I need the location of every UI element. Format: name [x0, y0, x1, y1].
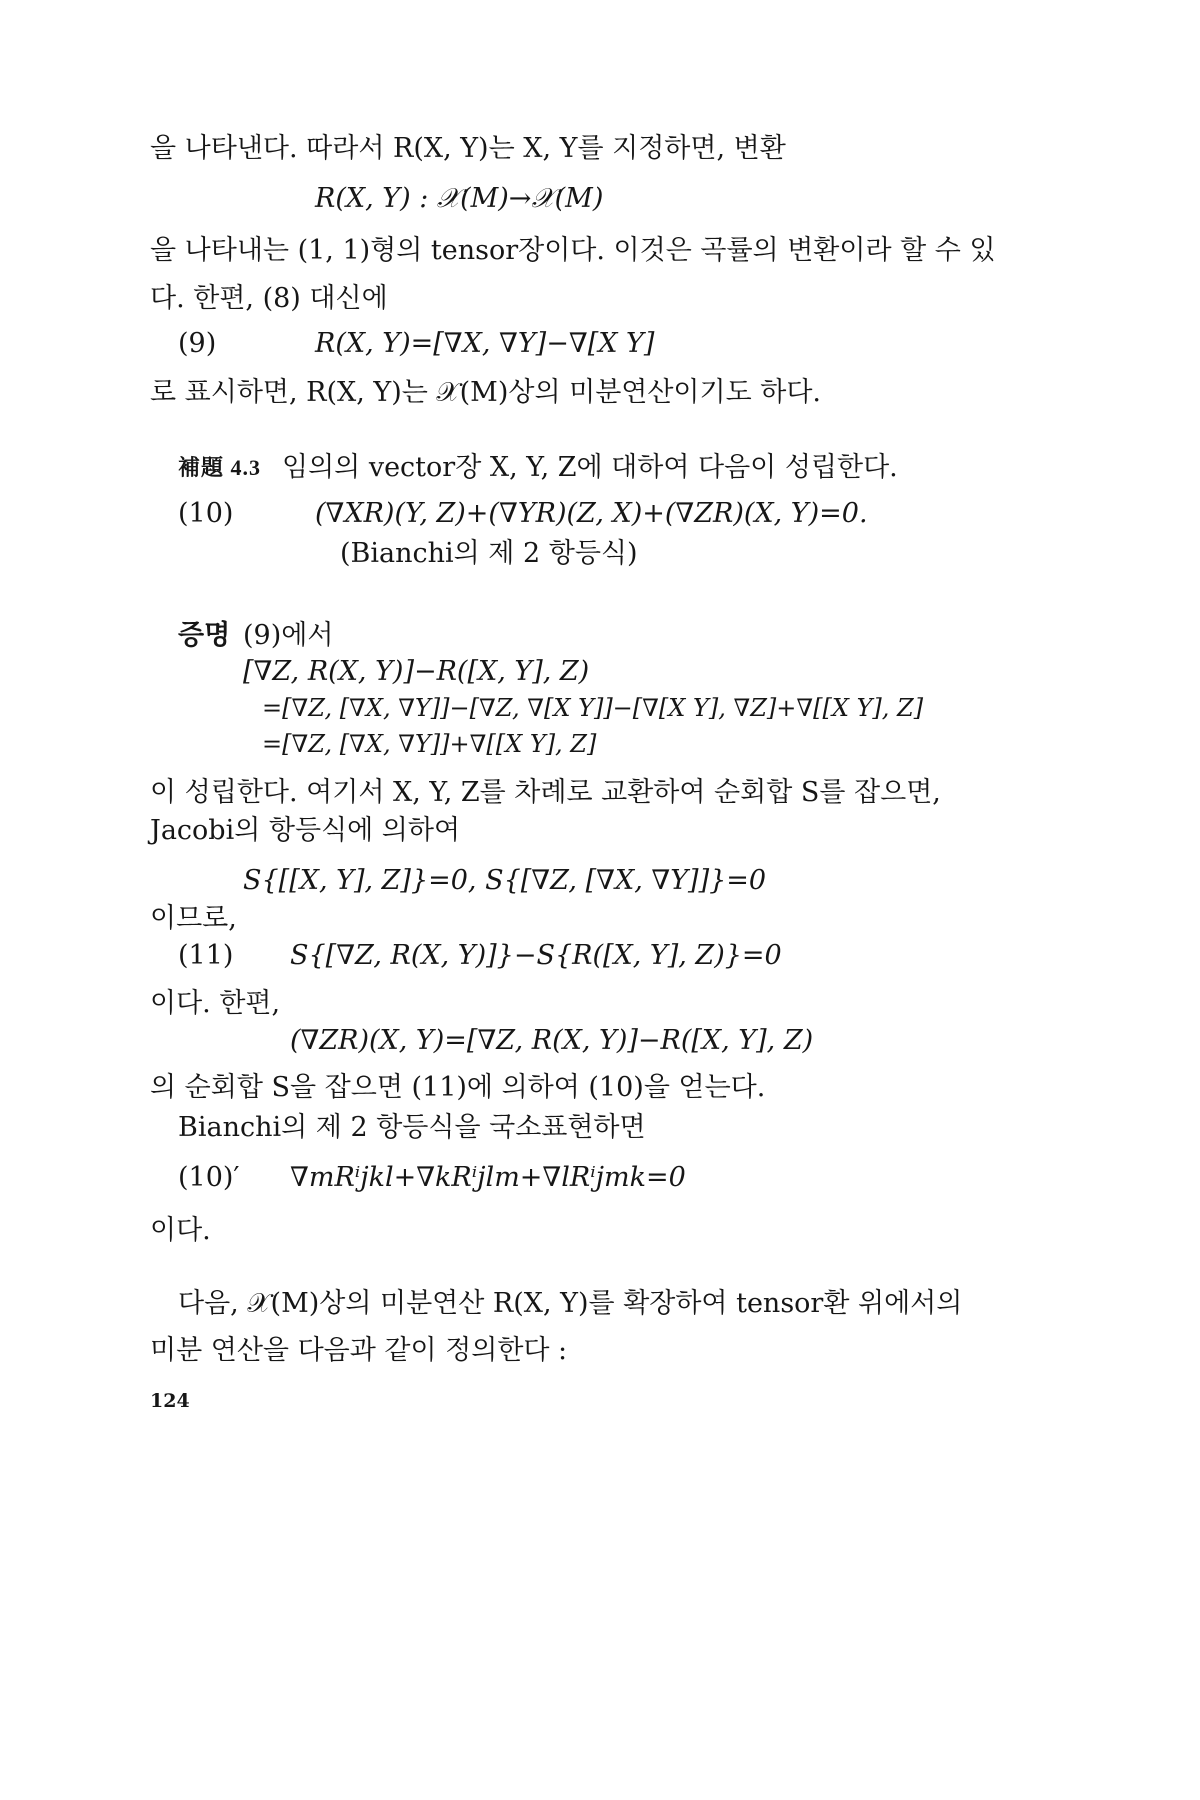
- equation-number: (9): [178, 328, 217, 359]
- text-line: 을 나타내는 (1, 1)형의 tensor장이다. 이것은 곡률의 변환이라 할 수 있: [150, 235, 996, 266]
- text-line: (9)에서: [243, 620, 334, 651]
- formula-line: [∇Z, R(X, Y)]−R([X, Y], Z): [243, 656, 590, 687]
- text-line: 의 순회합 S을 잡으면 (11)에 의하여 (10)을 얻는다.: [150, 1072, 766, 1103]
- formula-line: R(X, Y) : 𝒳(M)→𝒳(M): [315, 183, 604, 214]
- equation-number: (10)′: [178, 1162, 240, 1193]
- formula-line: =[∇Z, [∇X, ∇Y]]+∇[[X Y], Z]: [262, 730, 597, 758]
- text-line: 이 성립한다. 여기서 X, Y, Z를 차례로 교환하여 순회합 S를 잡으면,: [150, 777, 941, 808]
- equation-number: (11): [178, 940, 234, 971]
- formula-line: S{[∇Z, R(X, Y)]}−S{R([X, Y], Z)}=0: [290, 940, 782, 971]
- text-line: 로 표시하면, R(X, Y)는 𝒳(M)상의 미분연산이기도 하다.: [150, 377, 822, 408]
- proof-label: 증명: [178, 620, 231, 651]
- text-line: 이다.: [150, 1215, 211, 1246]
- text-line: 이다. 한편,: [150, 988, 281, 1019]
- formula-line: ∇mRⁱjkl+∇kRⁱjlm+∇lRⁱjmk=0: [290, 1162, 686, 1193]
- formula-line: S{[[X, Y], Z]}=0, S{[∇Z, [∇X, ∇Y]]}=0: [243, 865, 767, 896]
- text-line: 다. 한편, (8) 대신에: [150, 283, 388, 314]
- equation-number: (10): [178, 498, 234, 529]
- text-line: (Bianchi의 제 2 항등식): [340, 538, 638, 569]
- text-line: Bianchi의 제 2 항등식을 국소표현하면: [178, 1112, 646, 1143]
- formula-line: (∇ZR)(X, Y)=[∇Z, R(X, Y)]−R([X, Y], Z): [290, 1025, 814, 1056]
- text-line: 다음, 𝒳(M)상의 미분연산 R(X, Y)를 확장하여 tensor환 위에서의: [178, 1288, 963, 1319]
- text-line: 이므로,: [150, 903, 237, 934]
- lemma-label: 補題 4.3: [178, 455, 262, 480]
- text-line: Jacobi의 항등식에 의하여: [150, 815, 461, 846]
- formula-line: R(X, Y)=[∇X, ∇Y]−∇[X Y]: [315, 328, 655, 359]
- text-line: 임의의 vector장 X, Y, Z에 대하여 다음이 성립한다.: [282, 452, 898, 483]
- text-line: 을 나타낸다. 따라서 R(X, Y)는 X, Y를 지정하면, 변환: [150, 133, 786, 164]
- formula-line: =[∇Z, [∇X, ∇Y]]−[∇Z, ∇[X Y]]−[∇[X Y], ∇Z]+∇[[X Y], Z]: [262, 694, 924, 722]
- page-number: 124: [150, 1390, 190, 1412]
- text-line: 미분 연산을 다음과 같이 정의한다 :: [150, 1335, 568, 1366]
- formula-line: (∇XR)(Y, Z)+(∇YR)(Z, X)+(∇ZR)(X, Y)=0.: [315, 498, 868, 529]
